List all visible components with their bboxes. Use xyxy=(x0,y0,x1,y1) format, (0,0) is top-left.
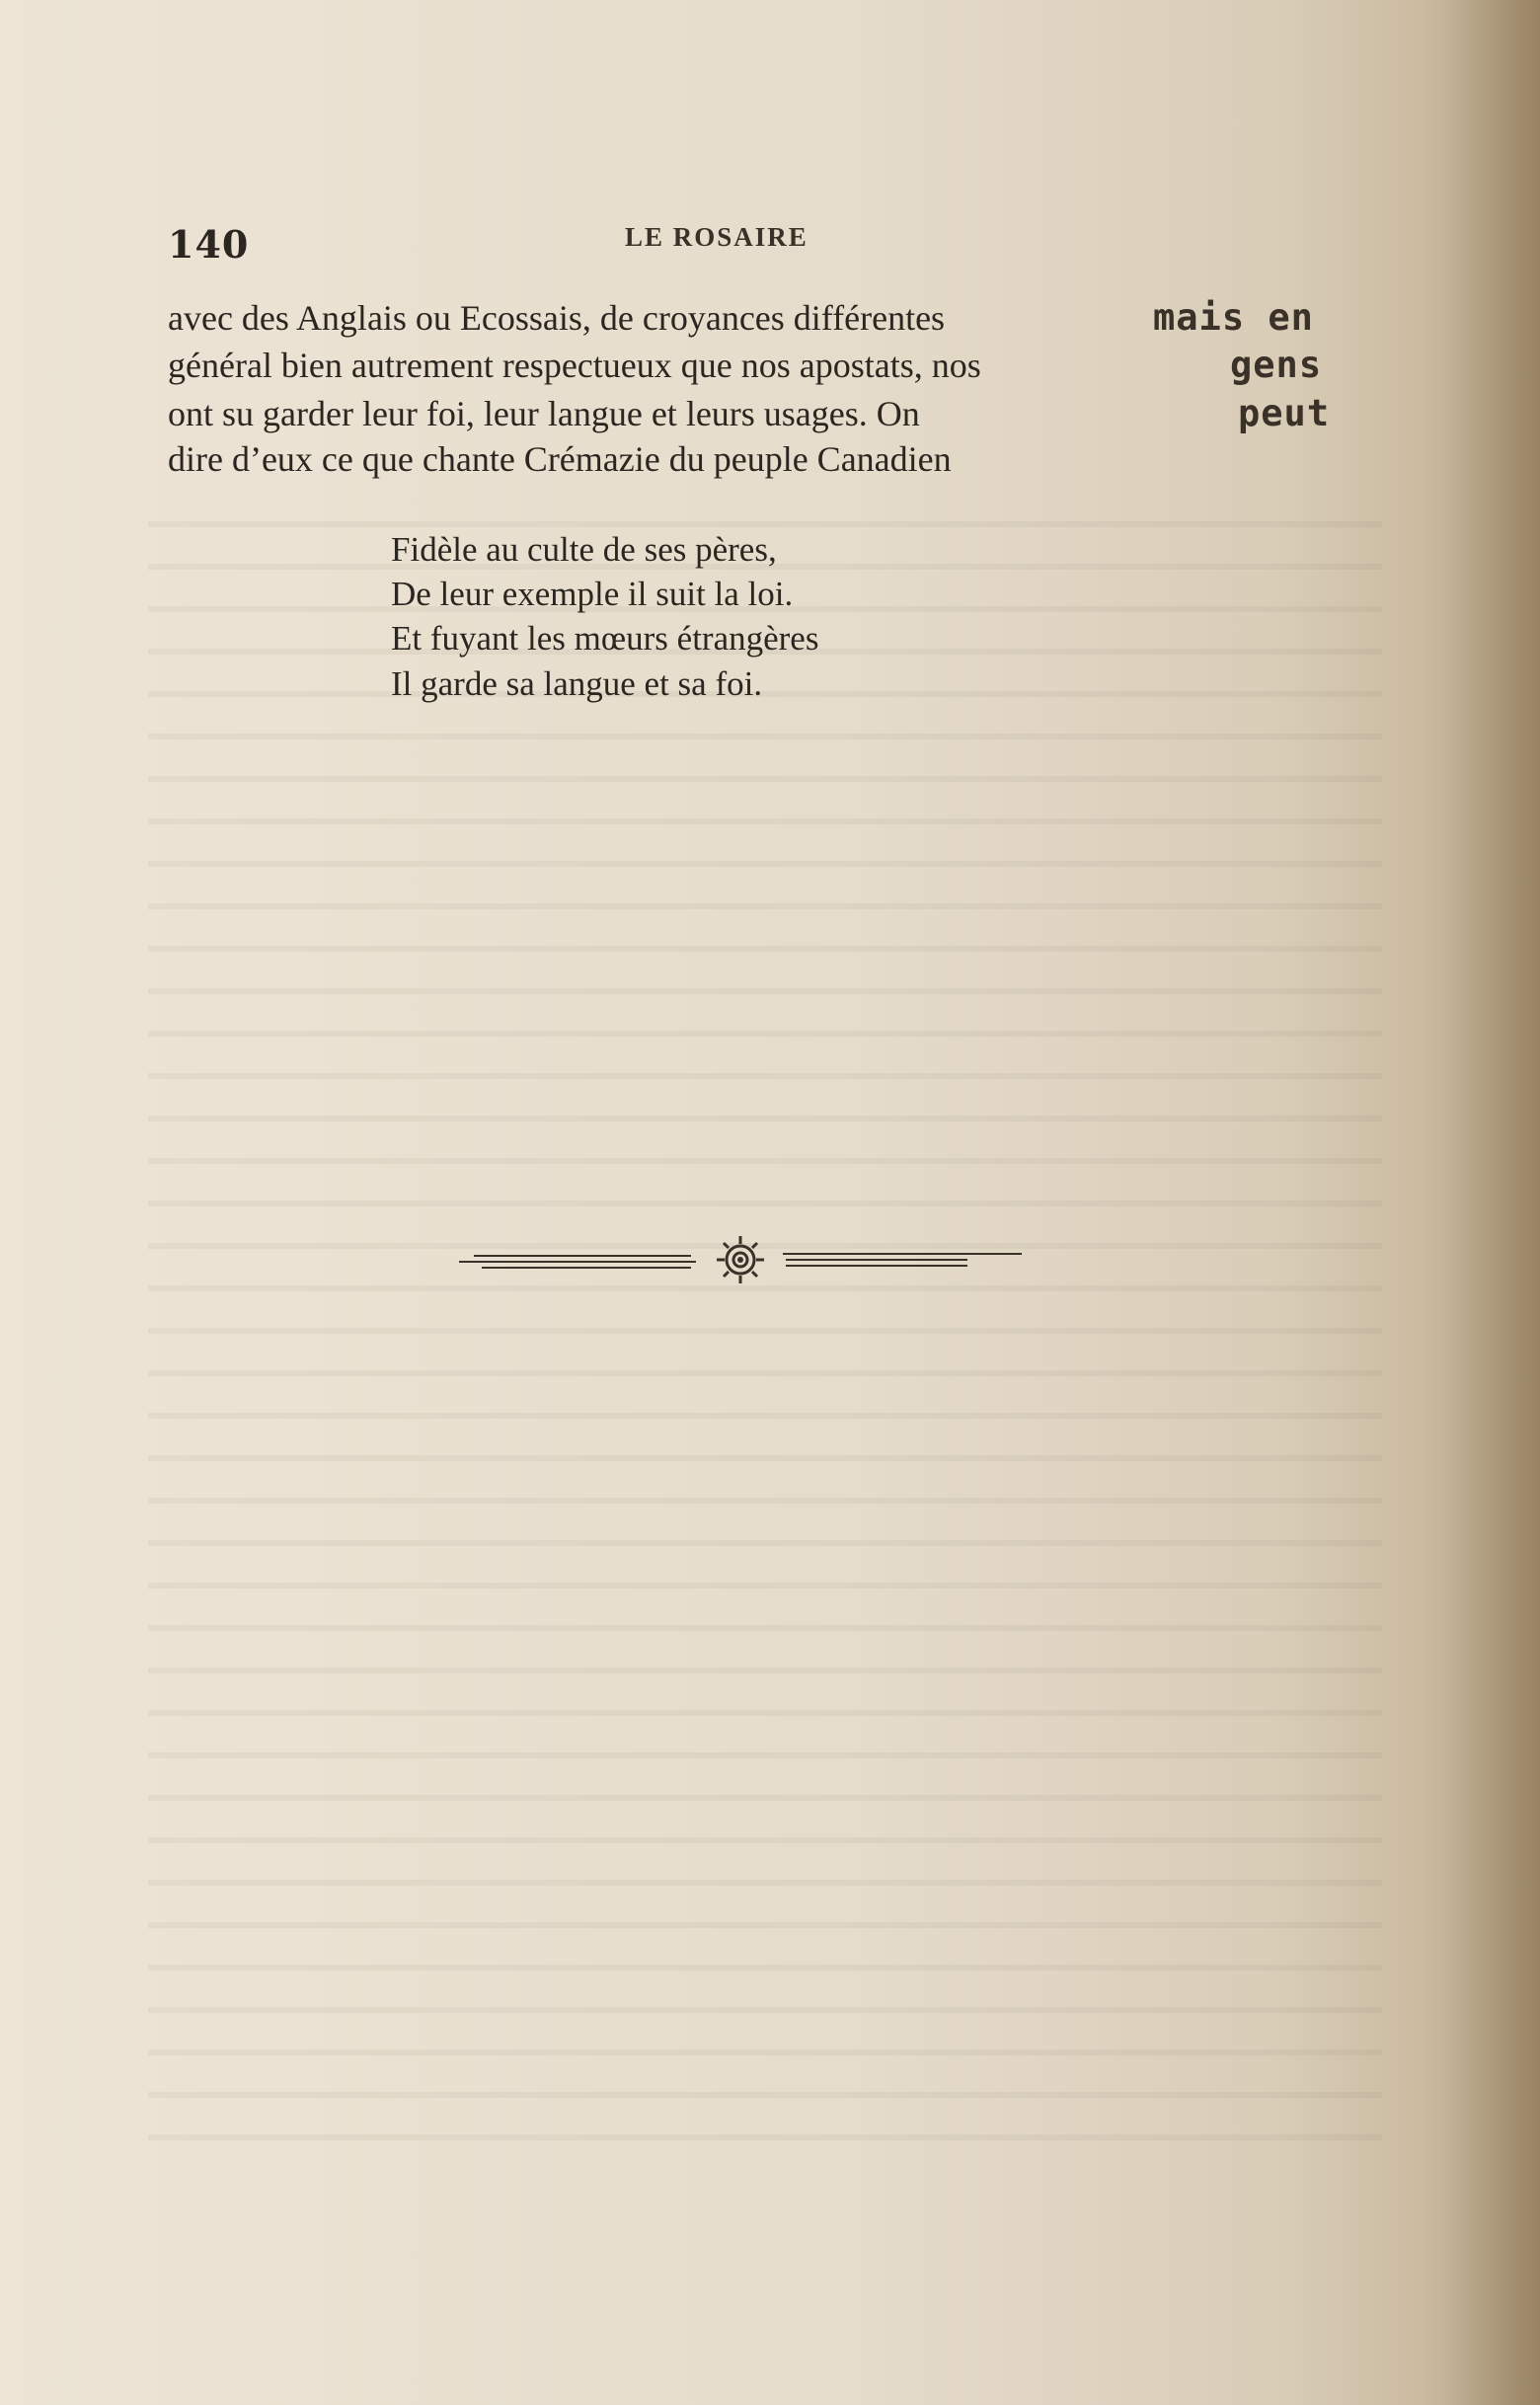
body-line-1: avec des Anglais ou Ecossais, de croyances différentes xyxy=(168,298,946,338)
verse-line-1: Fidèle au culte de ses pères, xyxy=(391,530,777,569)
verse-line-4: Il garde sa langue et sa foi. xyxy=(391,664,763,703)
margin-word-1: mais en xyxy=(1153,296,1314,339)
running-head: LE ROSAIRE xyxy=(625,222,808,252)
show-through-text xyxy=(148,494,1382,2172)
verse-line-3: Et fuyant les mœurs étrangères xyxy=(391,619,819,658)
body-line-2: général bien autrement respectueux que nos apostats, nos xyxy=(168,346,981,385)
margin-word-3: peut xyxy=(1238,392,1331,434)
sun-ornament-icon xyxy=(454,1232,1027,1283)
body-line-4: dire d’eux ce que chante Crémazie du peuple Canadien xyxy=(168,439,952,479)
body-line-3: ont su garder leur foi, leur langue et leurs usages. On xyxy=(168,394,920,433)
page-number: 140 xyxy=(168,222,250,267)
verse-line-2: De leur exemple il suit la loi. xyxy=(391,575,794,613)
margin-word-2: gens xyxy=(1230,344,1323,386)
page-edge-shadow xyxy=(1422,0,1540,2405)
